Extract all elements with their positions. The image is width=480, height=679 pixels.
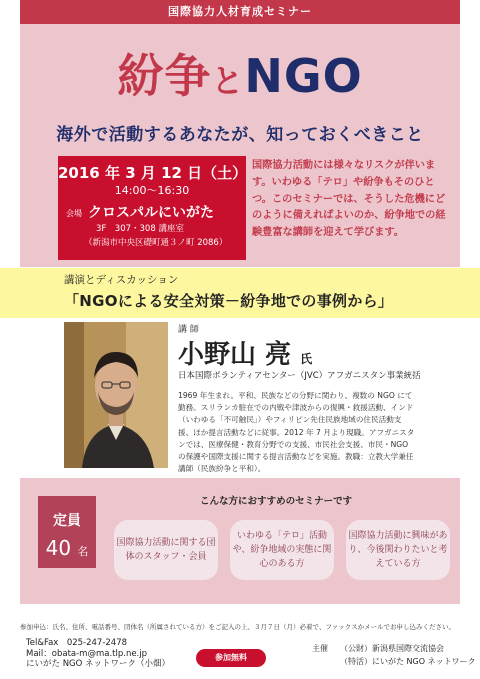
speaker-role: 講 師 (178, 325, 199, 335)
contact-tel-fax: Tel&Fax 025-247-2478 (26, 638, 128, 648)
recommend-item: 国際協力活動に興味があり、今後関わりたいと考えている方 (346, 520, 450, 580)
session-kind: 講演とディスカッション (64, 274, 179, 286)
capacity-label: 定員 (53, 513, 81, 529)
seminar-banner: 国際協力人材育成セミナー (20, 0, 460, 24)
title-connector: と (211, 62, 245, 100)
date-box (58, 156, 246, 260)
venue-room: 3F 307・308 講座室 (96, 224, 184, 234)
speaker-photo (64, 322, 168, 468)
co-organizer: （特活）にいがた NGO ネットワーク (340, 657, 476, 666)
venue-address: （新潟市中央区礎町通３ノ町 2086） (84, 238, 228, 248)
contact-block (26, 638, 170, 670)
recommend-title: こんな方におすすめのセミナーです (200, 496, 353, 507)
seminar-description: 国際協力活動には様々なリスクが伴います。いわゆる「テロ」や紛争もそのひとつ。このセミナーでは、そうした危機にどのように備えればよいのか、紛争地での経験豊富な講師を迎えて学びます。 (252, 160, 446, 239)
venue-label: 会場 (66, 209, 82, 218)
speaker-affiliation: 日本国際ボランティアセンター（JVC）アフガニスタン事業統括 (178, 371, 421, 381)
capacity-value (38, 536, 96, 560)
title-part1: 紛争 (117, 49, 212, 103)
organizer-label: 主催 (312, 644, 328, 653)
session-title: 「NGOによる安全対策－紛争地での事例から」 (64, 292, 394, 310)
capacity-number: 40 (45, 536, 72, 560)
event-time: 14:00～16:30 (114, 184, 190, 197)
venue-name: クロスパルにいがた (88, 205, 214, 221)
application-note: 参加申込：氏名、住所、電話番号、団体名（所属されている方）をご記入の上、３月７日（月）必着で、ファックスかメールでお申し込みください。 (20, 623, 456, 631)
speaker-name-text: 小野山 亮 (178, 340, 292, 370)
event-date: 2016 年 3 月 12 日（土） (58, 164, 248, 182)
free-badge: 参加無料 (196, 649, 266, 667)
speaker-bio: 1969 年生まれ。平和、民族などの分野に関わり、複数の NGO にて勤務。スリランカ駐在での内戦や津波からの復興・救援活動、インド（いわゆる「不可触民」）やフィリピン先住民族地域の住民活動支援、ほか提言活動などに従事。2012 年 7 月より現職。アフガニスタンでは、医療保健・教育分野での支援、市民社会支援、市民・NGO の保護や国際支援に関する提言活動などを実施。教職：立教大学兼任講師（民族紛争と平和）。 (178, 391, 415, 474)
subtitle: 海外で活動するあなたが、知っておくべきこと (56, 125, 424, 145)
capacity-unit: 名 (77, 545, 89, 558)
title-part2: NGO (244, 49, 363, 103)
speaker-name (178, 334, 312, 371)
organizer: （公財）新潟県国際交流協会 (340, 644, 444, 653)
capacity-box (38, 496, 96, 568)
main-title (20, 48, 460, 109)
contact-org: にいがた NGO ネットワーク（小畑） (26, 659, 171, 670)
recommend-item: 国際協力活動に関する団体のスタッフ・会員 (114, 520, 218, 580)
recommend-item: いわゆる「テロ」活動や、紛争地域の実態に関心のある方 (230, 520, 334, 580)
contact-mail: Mail：obata-m@ma.tlp.ne.jp (26, 648, 148, 659)
speaker-honorific: 氏 (300, 352, 313, 366)
